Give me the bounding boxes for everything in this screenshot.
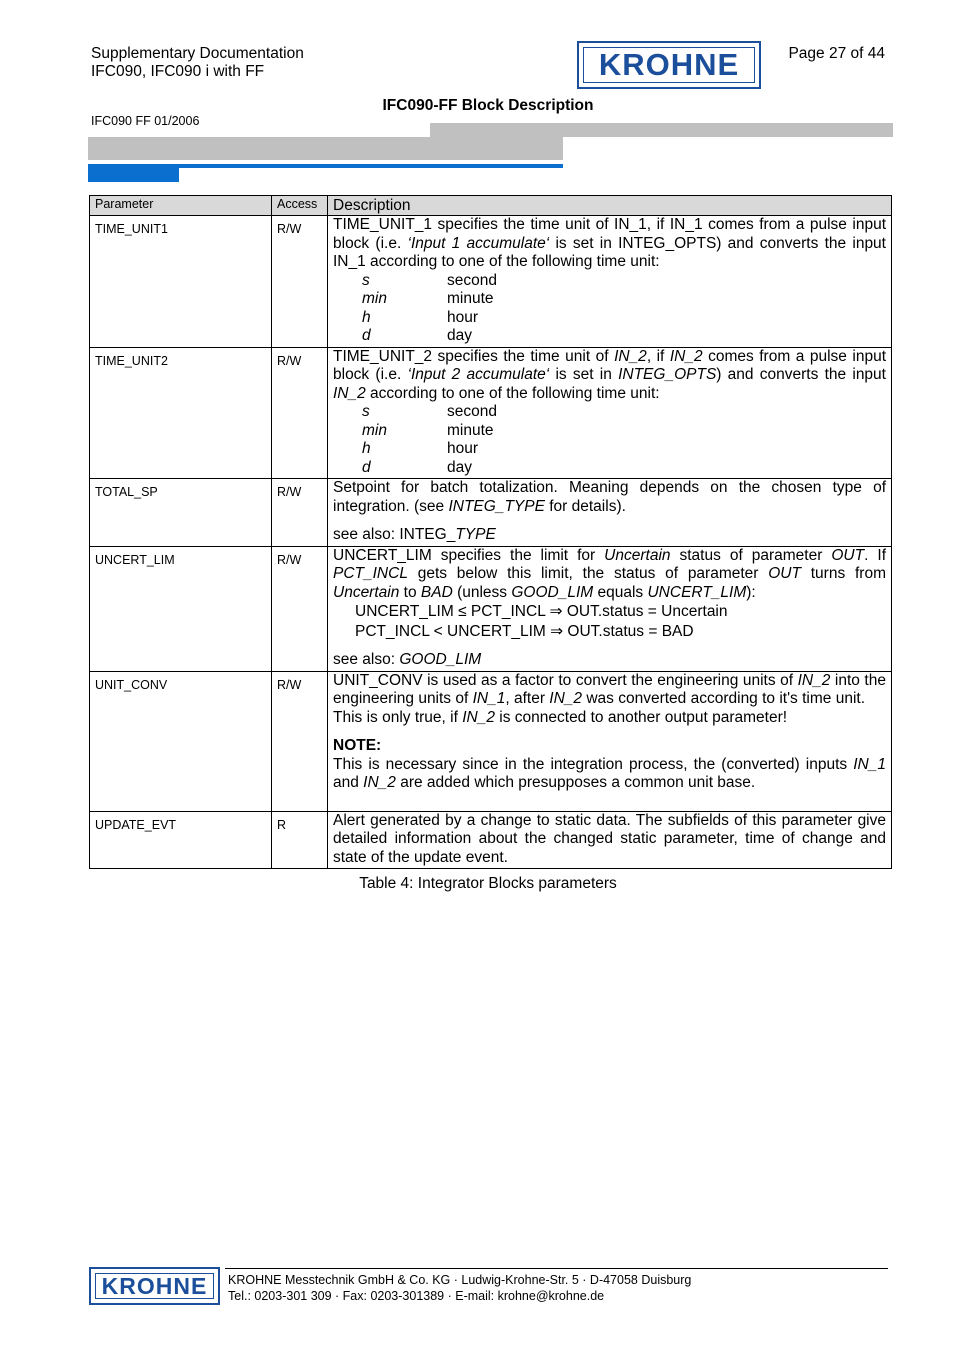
header-bar-left (88, 137, 563, 160)
footer-krohne-logo (89, 1267, 220, 1305)
table-row (90, 546, 892, 671)
footer-line2: Tel.: 0203-301 309 · Fax: 0203-301389 · E-mail: krohne@krohne.de (228, 1289, 605, 1303)
time-unit-list: s second min minute h hour d day (362, 271, 497, 344)
header-blue-block (88, 168, 179, 182)
header-doc-title (91, 45, 304, 81)
param-access: R (272, 811, 328, 869)
header-bar-right (430, 123, 893, 137)
time-unit-list: s second min minute h hour d day (362, 403, 497, 476)
col-header-description: Description (328, 196, 892, 216)
section-subtitle: IFC090-FF Block Description (382, 97, 594, 114)
document-id: IFC090 FF 01/2006 (91, 114, 200, 128)
note-label: NOTE: (333, 737, 382, 754)
parameters-table (89, 195, 892, 869)
param-name: TIME_UNIT2 (90, 347, 272, 479)
col-header-access: Access (272, 196, 328, 216)
header-line2: IFC090, IFC090 i with FF (91, 63, 265, 80)
formula-bad: PCT_INCL < UNCERT_LIM ⇒ OUT.status = BAD (355, 622, 694, 640)
krohne-logo (577, 41, 761, 89)
param-name: UPDATE_EVT (90, 811, 272, 869)
table-row (90, 811, 892, 869)
table-row (90, 216, 892, 348)
param-access: R/W (272, 479, 328, 547)
logo-text: KROHNE (598, 47, 740, 82)
param-description: Alert generated by a change to static data. The subfields of this parameter give detailed information about the changed static parameter, time of change and state of the update event. (328, 811, 892, 869)
param-description: Setpoint for batch totalization. Meaning depends on the chosen type of integration. (see INTEG_TYPE for details). see also: INTEG_TYPE (328, 479, 892, 547)
formula-uncertain: UNCERT_LIM ≤ PCT_INCL ⇒ OUT.status = Uncertain (355, 603, 728, 620)
table-caption: Table 4: Integrator Blocks parameters (359, 875, 617, 892)
param-name: TIME_UNIT1 (90, 216, 272, 348)
param-description: TIME_UNIT_1 specifies the time unit of IN_1, if IN_1 comes from a pulse input block (i.e. ‘Input 1 accumulate‘ is set in INTEG_OPTS) and converts the input IN_1 according to one of the following time unit: s second min minute h hour d day (328, 216, 892, 348)
param-name: UNCERT_LIM (90, 546, 272, 671)
param-description: UNCERT_LIM specifies the limit for Uncertain status of parameter OUT. If PCT_INCL gets below this limit, the status of parameter OUT turns from Uncertain to BAD (unless GOOD_LIM equals UNCERT_LIM): UNCERT_LIM ≤ PCT_INCL ⇒ OUT.status = Uncertain PCT_INCL < UNCERT_LIM ⇒ OUT.status = BAD see also: GOOD_LIM (328, 546, 892, 671)
param-name: TOTAL_SP (90, 479, 272, 547)
table-row (90, 347, 892, 479)
table-row (90, 671, 892, 811)
footer-line1: KROHNE Messtechnik GmbH & Co. KG · Ludwig-Krohne-Str. 5 · D-47058 Duisburg (228, 1273, 692, 1287)
footer-divider (225, 1268, 888, 1269)
footer-logo-text: KROHNE (101, 1272, 208, 1299)
param-description: UNIT_CONV is used as a factor to convert the engineering units of IN_2 into the engineering units of IN_1, after IN_2 was converted according to it's time unit. This is only true, if IN_2 is connected to another output parameter! NOTE: This is necessary since in the integration process, the (converted) inputs IN_1 and IN_2 are added which presupposes a common unit base. (328, 671, 892, 811)
param-description: TIME_UNIT_2 specifies the time unit of IN_2, if IN_2 comes from a pulse input block (i.e. ‘Input 2 accumulate‘ is set in INTEG_OPTS) and converts the input IN_2 according to one of the following time unit: s second min minute h hour d day (328, 347, 892, 479)
col-header-parameter: Parameter (90, 196, 272, 216)
param-access: R/W (272, 216, 328, 348)
param-access: R/W (272, 671, 328, 811)
footer-address (228, 1272, 691, 1304)
table-header-row (90, 196, 892, 216)
param-name: UNIT_CONV (90, 671, 272, 811)
table-row (90, 479, 892, 547)
header-line1: Supplementary Documentation (91, 45, 304, 62)
page-number: Page 27 of 44 (788, 45, 885, 62)
param-access: R/W (272, 546, 328, 671)
param-access: R/W (272, 347, 328, 479)
